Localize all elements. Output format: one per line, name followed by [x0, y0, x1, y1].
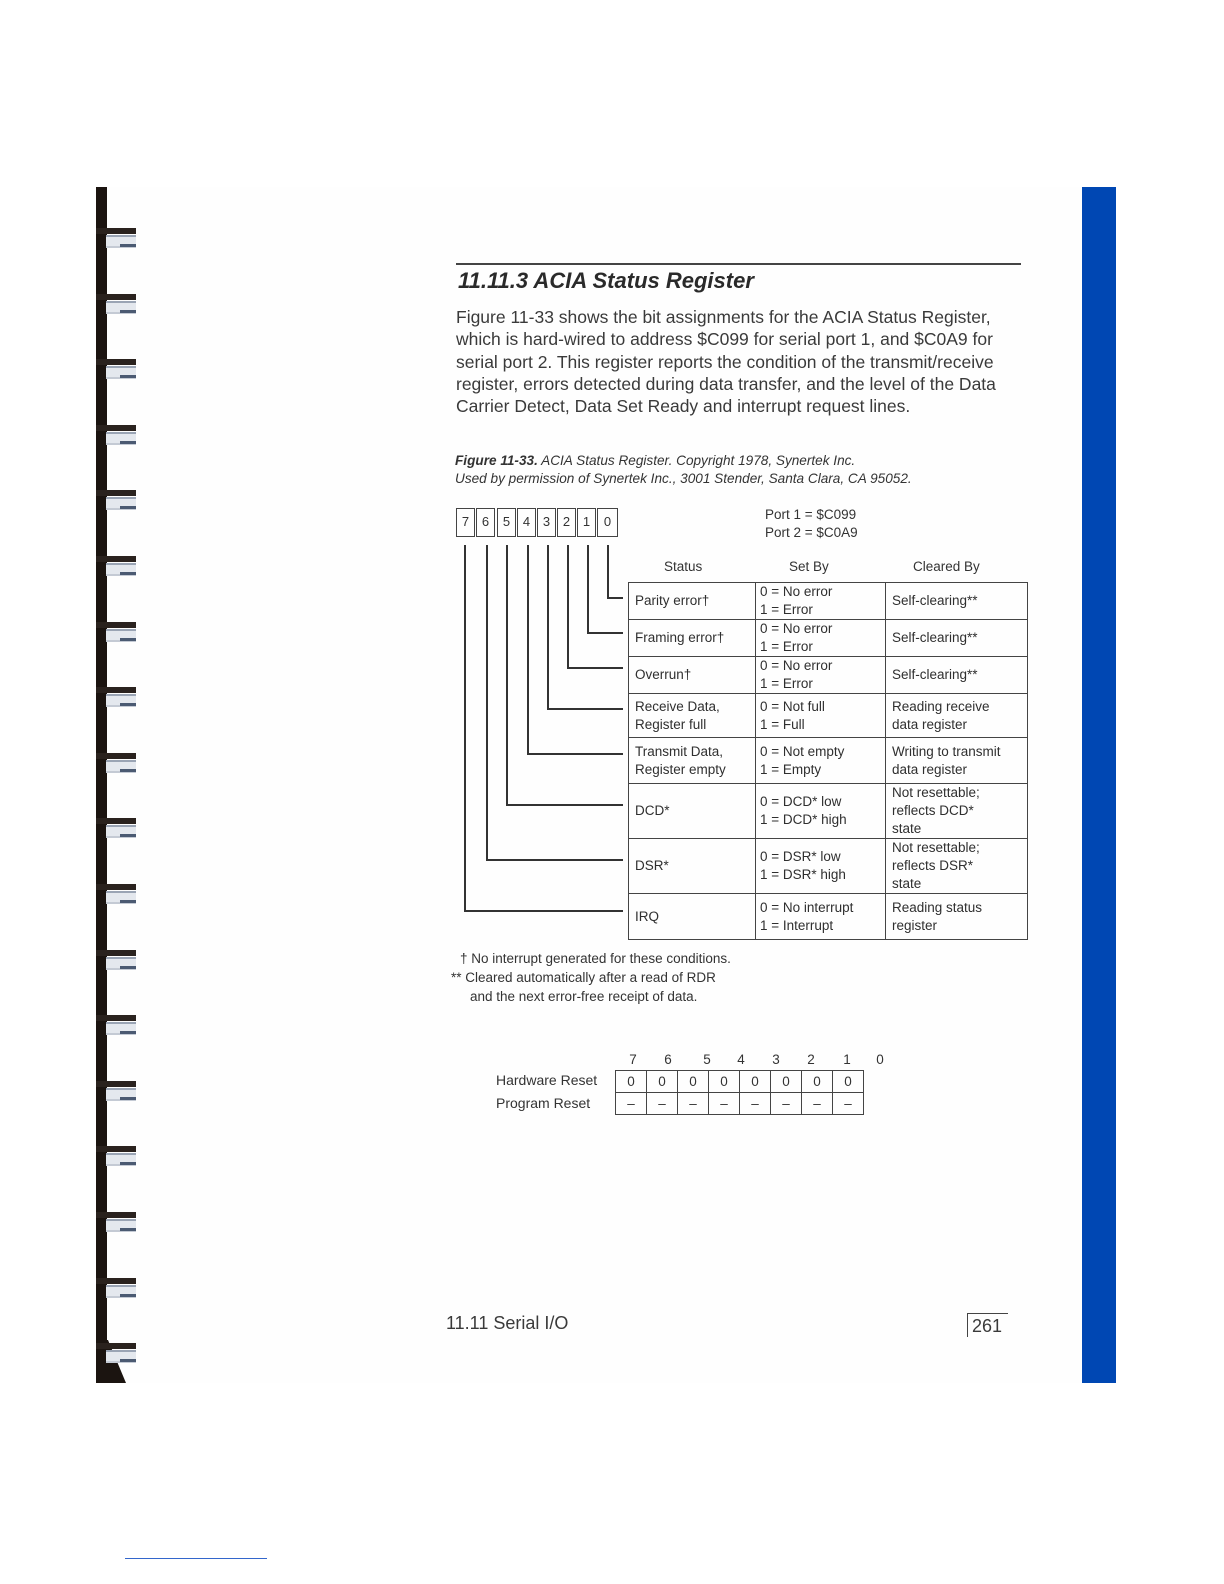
cell-line: Overrun†	[635, 667, 692, 682]
cell-line: 0 = No error	[760, 621, 833, 636]
bottom-underline	[125, 1558, 267, 1559]
binding-coil	[96, 419, 140, 449]
binding-coil	[96, 353, 140, 383]
cell-line: 1 = Empty	[760, 761, 822, 777]
status-cell	[629, 620, 756, 657]
reset-cell: 0	[771, 1071, 802, 1093]
cell-line: 1 = Error	[760, 602, 813, 617]
cell-line: DSR*	[635, 858, 669, 873]
header-cleared-by: Cleared By	[913, 559, 980, 574]
cleared-by-cell	[886, 784, 1028, 839]
cleared-by-cell	[886, 583, 1028, 620]
cell-line: state	[892, 876, 922, 891]
cell-line: Framing error†	[635, 630, 725, 645]
status-cell	[629, 694, 756, 738]
port1-address: Port 1 = $C099	[765, 507, 857, 522]
binding-coil	[96, 878, 140, 908]
table-row	[629, 839, 1028, 894]
set-by-cell	[756, 738, 886, 784]
reset-cell: 0	[616, 1071, 647, 1093]
cleared-by-cell	[886, 657, 1028, 694]
reset-bit-number: 3	[772, 1052, 780, 1067]
cell-line: reflects DCD*	[892, 803, 974, 818]
reset-cell: –	[802, 1093, 833, 1115]
header-set-by: Set By	[789, 559, 829, 574]
binding-coil	[96, 944, 140, 974]
cell-line: 0 = No interrupt	[760, 899, 854, 915]
binding-coil	[96, 1272, 140, 1302]
set-by-cell	[756, 620, 886, 657]
binding-coil	[96, 747, 140, 777]
reset-cell: –	[647, 1093, 678, 1115]
cell-line: 1 = DSR* high	[760, 867, 846, 882]
reset-cell: 0	[833, 1071, 864, 1093]
cell-line: IRQ	[635, 908, 660, 924]
bit-box: 2	[557, 508, 576, 537]
bit-box: 7	[456, 508, 475, 537]
reset-cell: –	[616, 1093, 647, 1115]
set-by-cell	[756, 894, 886, 940]
reset-values-table	[615, 1070, 864, 1115]
binding-coil	[96, 812, 140, 842]
cell-line: Reading status	[892, 899, 983, 915]
section-rule	[456, 263, 1021, 265]
footer-section: 11.11 Serial I/O	[446, 1313, 569, 1333]
binding-coil	[96, 484, 140, 514]
cell-line: Self-clearing**	[892, 593, 978, 608]
table-row	[629, 657, 1028, 694]
cell-line: Register full	[635, 716, 707, 732]
cell-line: Transmit Data,	[635, 743, 724, 759]
cell-line: DCD*	[635, 803, 670, 818]
figure-label: Figure 11-33.	[455, 453, 538, 468]
table-row	[629, 784, 1028, 839]
reset-bit-number: 6	[664, 1052, 672, 1067]
cleared-by-cell	[886, 738, 1028, 784]
status-cell	[629, 894, 756, 940]
set-by-cell	[756, 694, 886, 738]
dagger-note: † No interrupt generated for these conditions.	[460, 951, 731, 966]
status-cell	[629, 839, 756, 894]
reset-bit-number: 7	[629, 1052, 637, 1067]
cell-line: 0 = Not full	[760, 698, 825, 714]
status-cell	[629, 657, 756, 694]
binding-coil	[96, 1075, 140, 1105]
cell-line: Not resettable;	[892, 785, 980, 800]
cell-line: data register	[892, 761, 968, 777]
binding-coil	[96, 222, 140, 252]
figure-caption	[455, 452, 1015, 487]
reset-cell: –	[678, 1093, 709, 1115]
cell-line: 0 = No error	[760, 658, 833, 673]
cell-line: Receive Data,	[635, 698, 720, 714]
hardware-reset-row	[616, 1071, 864, 1093]
binding-coil	[96, 1140, 140, 1170]
cell-line: Self-clearing**	[892, 630, 978, 645]
set-by-cell	[756, 657, 886, 694]
cell-line: data register	[892, 716, 968, 732]
cleared-by-cell	[886, 839, 1028, 894]
bit-box: 0	[597, 508, 618, 537]
figure-caption-line2: Used by permission of Synertek Inc., 3001 Stender, Santa Clara, CA 95052.	[455, 470, 912, 486]
bit-box: 4	[517, 508, 536, 537]
cell-line: 0 = Not empty	[760, 743, 845, 759]
reset-cell: –	[709, 1093, 740, 1115]
cleared-by-cell	[886, 894, 1028, 940]
blue-edge-tab	[1082, 187, 1116, 1383]
reset-cell: 0	[709, 1071, 740, 1093]
reset-cell: 0	[740, 1071, 771, 1093]
cell-line: 1 = Full	[760, 716, 805, 732]
section-title: 11.11.3 ACIA Status Register	[458, 268, 754, 293]
bit-box: 6	[476, 508, 495, 537]
status-cell	[629, 738, 756, 784]
table-row	[629, 583, 1028, 620]
double-star-note: ** Cleared automatically after a read of RDR	[451, 970, 716, 985]
bit-box: 1	[577, 508, 596, 537]
reset-cell: 0	[647, 1071, 678, 1093]
hardware-reset-label: Hardware Reset	[496, 1072, 598, 1088]
cell-line: Register empty	[635, 761, 726, 777]
reset-cell: 0	[802, 1071, 833, 1093]
table-row	[629, 894, 1028, 940]
cell-line: 1 = Error	[760, 676, 813, 691]
status-register-table	[628, 582, 1028, 940]
table-row	[629, 738, 1028, 784]
cell-line: Reading receive	[892, 698, 990, 714]
program-reset-label: Program Reset	[496, 1095, 591, 1111]
program-reset-row	[616, 1093, 864, 1115]
page-number: 261	[967, 1313, 1008, 1337]
set-by-cell	[756, 583, 886, 620]
cell-line: 1 = Error	[760, 639, 813, 654]
binding-coil	[96, 550, 140, 580]
reset-cell: –	[771, 1093, 802, 1115]
reset-cell: –	[833, 1093, 864, 1115]
cell-line: Parity error†	[635, 593, 710, 608]
double-star-note-cont: and the next error-free receipt of data.	[470, 989, 698, 1004]
bit-box: 3	[537, 508, 556, 537]
port2-address: Port 2 = $C0A9	[765, 525, 858, 540]
table-row	[629, 620, 1028, 657]
set-by-cell	[756, 784, 886, 839]
binding-coil	[96, 1009, 140, 1039]
binding-coil	[96, 1206, 140, 1236]
binding-coil	[96, 616, 140, 646]
binding-coil	[96, 288, 140, 318]
header-status: Status	[664, 559, 703, 574]
set-by-cell	[756, 839, 886, 894]
cell-line: register	[892, 917, 938, 933]
cell-line: 1 = DCD* high	[760, 812, 847, 827]
cell-line: 1 = Interrupt	[760, 917, 834, 933]
cell-line: Writing to transmit	[892, 743, 1001, 759]
status-cell	[629, 583, 756, 620]
body-paragraph: Figure 11-33 shows the bit assignments for the ACIA Status Register, which is hard-wired to address $C099 for serial port 1, and $C0A9 for serial port 2. This register reports the condition of the transmit/receive register, errors detected during data transfer, and the level of the Data Carrier Detect, Data Set Ready and interrupt request lines.	[456, 307, 996, 417]
reset-cell: 0	[678, 1071, 709, 1093]
figure-caption-line1: ACIA Status Register. Copyright 1978, Synertek Inc.	[541, 453, 856, 468]
table-row	[629, 694, 1028, 738]
cell-line: 0 = DSR* low	[760, 849, 841, 864]
bit-box: 5	[497, 508, 516, 537]
cell-line: reflects DSR*	[892, 858, 974, 873]
reset-bit-number: 1	[843, 1052, 851, 1067]
reset-bit-number: 0	[876, 1052, 884, 1067]
cell-line: Self-clearing**	[892, 667, 978, 682]
reset-bit-number: 2	[807, 1052, 815, 1067]
cell-line: Not resettable;	[892, 840, 980, 855]
cell-line: state	[892, 821, 922, 836]
cleared-by-cell	[886, 694, 1028, 738]
binding-coil	[96, 1337, 140, 1367]
reset-bit-number: 4	[737, 1052, 745, 1067]
cell-line: 0 = No error	[760, 584, 833, 599]
reset-bit-number: 5	[703, 1052, 711, 1067]
reset-cell: –	[740, 1093, 771, 1115]
binding-coil	[96, 681, 140, 711]
cleared-by-cell	[886, 620, 1028, 657]
cell-line: 0 = DCD* low	[760, 794, 842, 809]
status-cell	[629, 784, 756, 839]
